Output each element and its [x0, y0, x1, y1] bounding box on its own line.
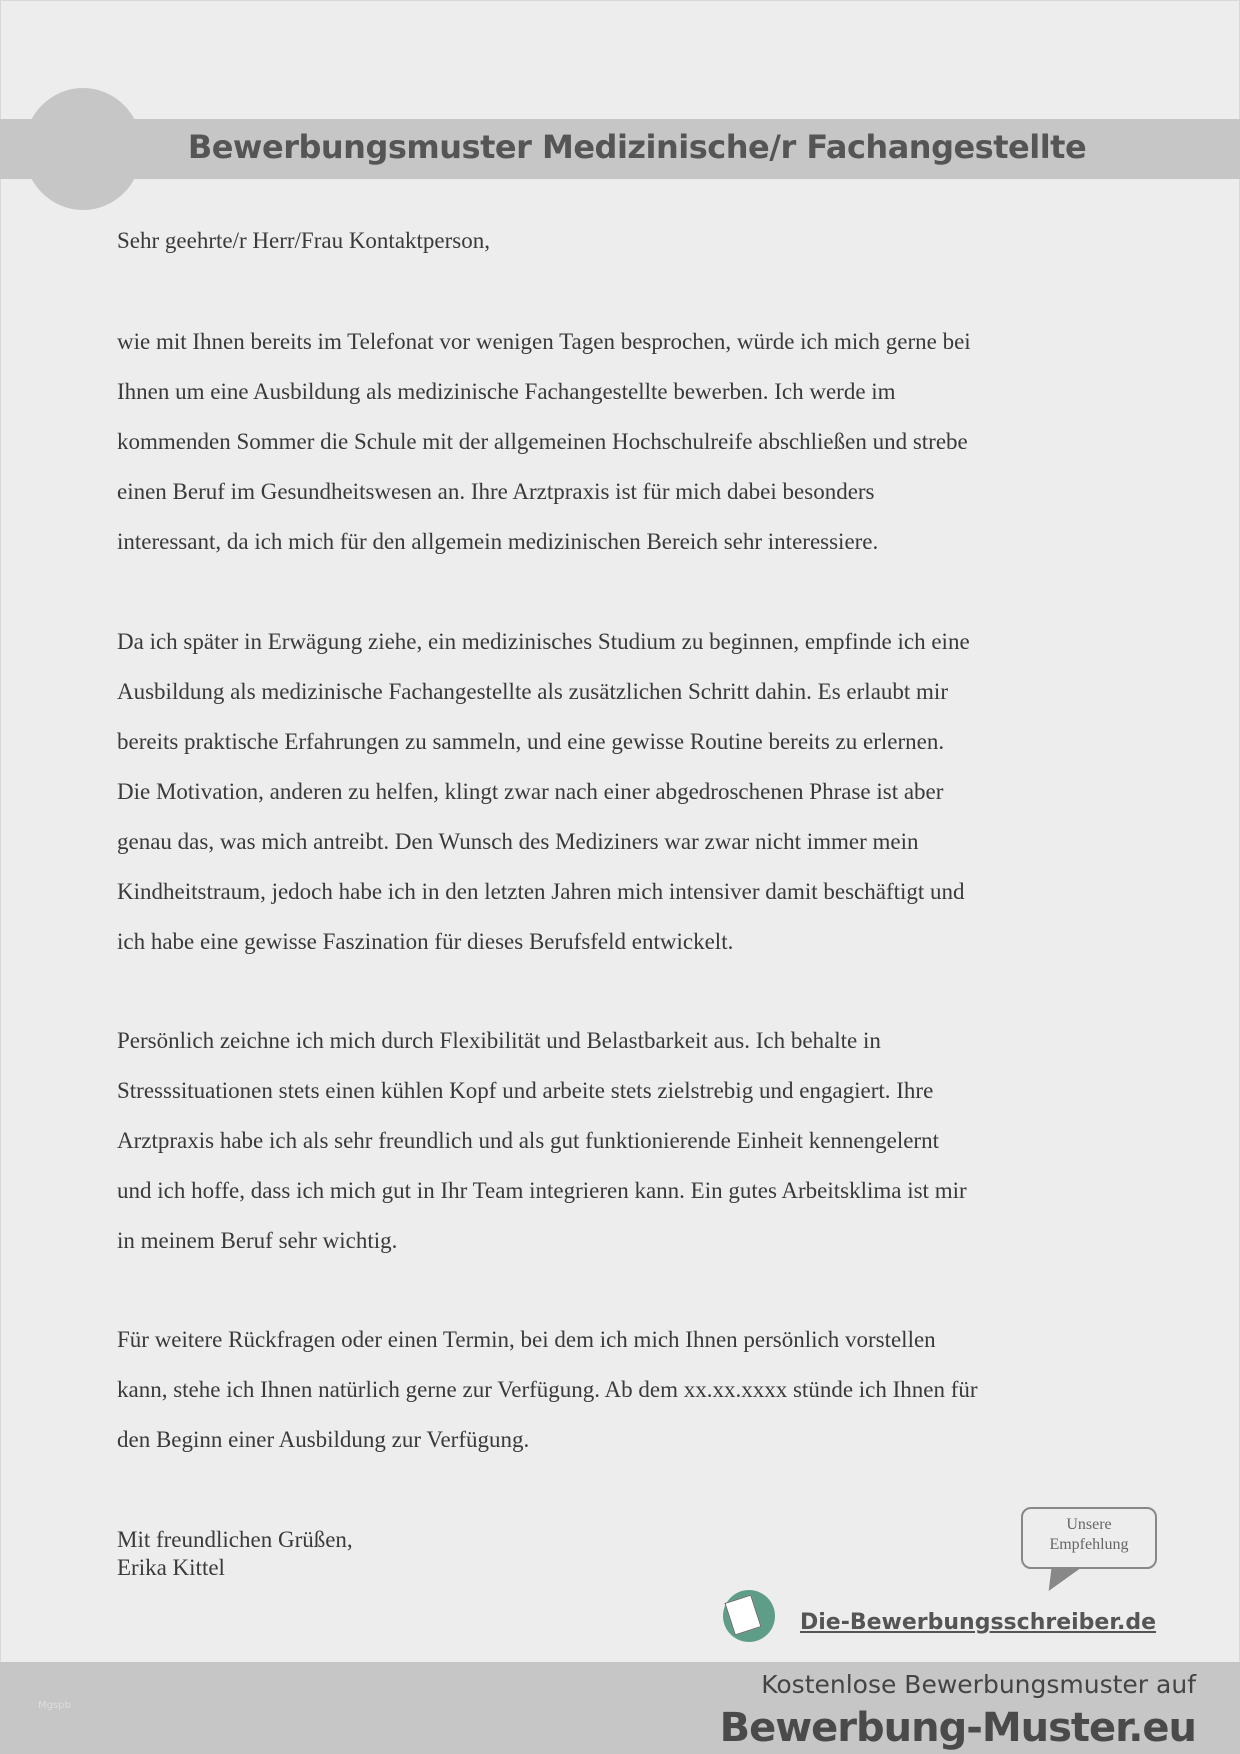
letter-line: ich habe eine gewisse Faszination für dieses Berufsfeld entwickelt.: [117, 929, 734, 954]
letter-line: Persönlich zeichne ich mich durch Flexibilität und Belastbarkeit aus. Ich behalte in: [117, 1028, 881, 1053]
letter-line: Für weitere Rückfragen oder einen Termin, bei dem ich mich Ihnen persönlich vorstellen: [117, 1327, 936, 1352]
bubble-line: Unsere: [1066, 1516, 1112, 1533]
salutation: Sehr geehrte/r Herr/Frau Kontaktperson,: [117, 228, 490, 253]
letter-line: interessant, da ich mich für den allgemein medizinischen Bereich sehr interessiere.: [117, 529, 879, 554]
footer-tagline: Kostenlose Bewerbungsmuster auf: [761, 1670, 1196, 1699]
letter-line: wie mit Ihnen bereits im Telefonat vor wenigen Tagen besprochen, würde ich mich gerne bei: [117, 329, 971, 354]
letter-line: kommenden Sommer die Schule mit der allgemeinen Hochschulreife abschließen und strebe: [117, 429, 968, 454]
signature: Erika Kittel: [117, 1555, 225, 1580]
closing: Mit freundlichen Grüßen,: [117, 1527, 353, 1552]
letter-line: genau das, was mich antreibt. Den Wunsch des Mediziners war zwar nicht immer mein: [117, 829, 919, 854]
bewerbungsschreiber-link[interactable]: Die-Bewerbungsschreiber.de: [800, 1610, 1157, 1635]
letter-line: Stresssituationen stets einen kühlen Kopf und arbeite stets zielstrebig und engagiert. Ihre: [117, 1078, 934, 1103]
letter-line: einen Beruf im Gesundheitswesen an. Ihre Arztpraxis ist für mich dabei besonders: [117, 479, 875, 504]
letter-line: bereits praktische Erfahrungen zu sammeln, und eine gewisse Routine bereits zu erlernen.: [117, 729, 945, 754]
letter-line: Arztpraxis habe ich als sehr freundlich und als gut funktionierende Einheit kennengelernt: [117, 1128, 939, 1153]
recommendation-bubble: [1021, 1507, 1157, 1569]
page-title: Bewerbungsmuster Medizinische/r Fachangestellte: [187, 128, 1087, 166]
letter-line: den Beginn einer Ausbildung zur Verfügung.: [117, 1427, 530, 1452]
footer-site[interactable]: Bewerbung-Muster.eu: [719, 1705, 1196, 1751]
bubble-line: Empfehlung: [1049, 1536, 1129, 1553]
letter-line: Da ich später in Erwägung ziehe, ein medizinisches Studium zu beginnen, empfinde ich eine: [117, 629, 970, 654]
letter-line: Ihnen um eine Ausbildung als medizinische Fachangestellte bewerben. Ich werde im: [117, 379, 896, 404]
watermark: Mgspb: [38, 1700, 71, 1711]
letter-line: kann, stehe ich Ihnen natürlich gerne zur Verfügung. Ab dem xx.xx.xxxx stünde ich Ihnen für: [117, 1377, 978, 1402]
letter-line: Kindheitstraum, jedoch habe ich in den letzten Jahren mich intensiver damit beschäftigt und: [117, 879, 965, 904]
letter-line: in meinem Beruf sehr wichtig.: [117, 1228, 398, 1253]
letter-line: Die Motivation, anderen zu helfen, klingt zwar nach einer abgedroschenen Phrase ist aber: [117, 779, 944, 804]
letter-line: und ich hoffe, dass ich mich gut in Ihr Team integrieren kann. Ein gutes Arbeitsklima ist mir: [117, 1178, 967, 1203]
letter-line: Ausbildung als medizinische Fachangestellte als zusätzlichen Schritt dahin. Es erlaubt mir: [117, 679, 948, 704]
